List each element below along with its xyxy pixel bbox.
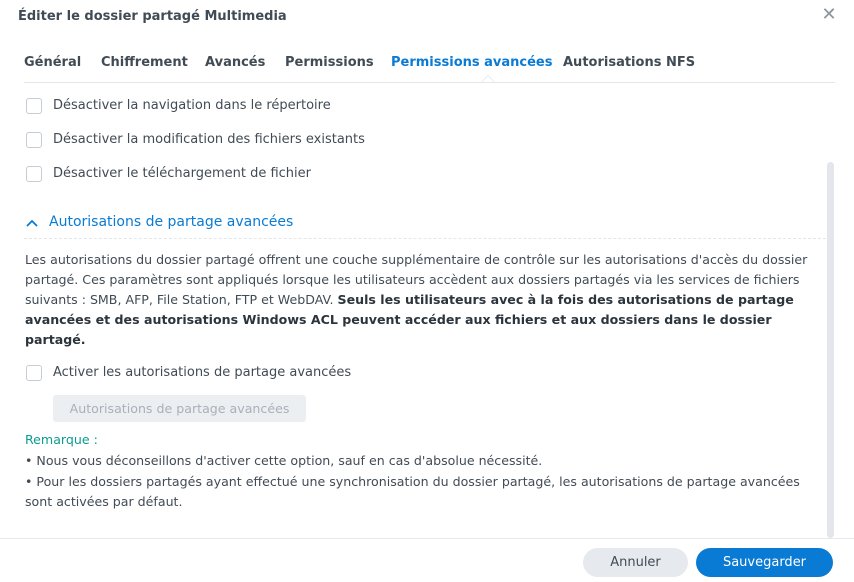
option-label: Désactiver le téléchargement de fichier: [53, 166, 311, 181]
tab-permissions-avancees[interactable]: Permissions avancées: [391, 55, 553, 70]
description-plain: Les autorisations du dossier partagé offrent une couche supplémentaire de contrôle sur les autorisations d'accès du dossier partagé. Ces paramètres sont appliqués lorsque les utilisateurs accèdent aux dossiers partagés via les services de fichiers suivants : SMB, AFP, File Station, FTP et WebDAV.: [25, 252, 808, 307]
tab-chiffrement[interactable]: Chiffrement: [101, 55, 188, 70]
tab-general[interactable]: Général: [24, 55, 82, 70]
section-toggle-advanced-share[interactable]: [26, 213, 326, 235]
chevron-up-icon: [26, 219, 38, 227]
footer-divider: [0, 538, 854, 539]
note-line: • Nous vous déconseillons d'activer cette option, sauf en cas d'absolue nécessité.: [25, 453, 543, 468]
section-description: [25, 250, 830, 350]
checkbox-disable-download[interactable]: [26, 166, 42, 182]
tab-bar: [24, 50, 835, 83]
dialog-titlebar: [0, 0, 854, 34]
checkbox-enable-advanced-share[interactable]: [26, 365, 42, 381]
note-title: Remarque :: [25, 432, 98, 447]
description-bold: Seuls les utilisateurs avec à la fois des autorisations de partage avancées et des autorisations Windows ACL peuvent accéder aux fichiers et aux dossiers dans le dossier partagé.: [25, 292, 794, 347]
tab-avances[interactable]: Avancés: [205, 55, 266, 70]
option-label: Désactiver la modification des fichiers existants: [53, 132, 365, 147]
option-label: Désactiver la navigation dans le répertoire: [53, 98, 331, 113]
note-body: [25, 451, 830, 513]
advanced-share-permissions-button[interactable]: Autorisations de partage avancées: [53, 395, 306, 422]
section-divider: [24, 238, 826, 239]
scrollbar[interactable]: [827, 162, 834, 538]
save-button[interactable]: Sauvegarder: [696, 548, 833, 577]
close-icon[interactable]: ✕: [821, 4, 837, 25]
option-label: Activer les autorisations de partage avancées: [53, 365, 352, 380]
section-title: Autorisations de partage avancées: [49, 214, 294, 230]
active-tab-indicator: [481, 75, 495, 82]
tab-autorisations-nfs[interactable]: Autorisations NFS: [563, 55, 696, 70]
cancel-button[interactable]: Annuler: [583, 548, 688, 577]
dialog-title: Éditer le dossier partagé Multimedia: [18, 9, 287, 24]
checkbox-disable-navigation[interactable]: [26, 98, 42, 114]
tab-permissions[interactable]: Permissions: [285, 55, 374, 70]
checkbox-disable-modification[interactable]: [26, 132, 42, 148]
note-line: • Pour les dossiers partagés ayant effectué une synchronisation du dossier partagé, les autorisations de partage avancées sont activées par défaut.: [25, 473, 800, 509]
